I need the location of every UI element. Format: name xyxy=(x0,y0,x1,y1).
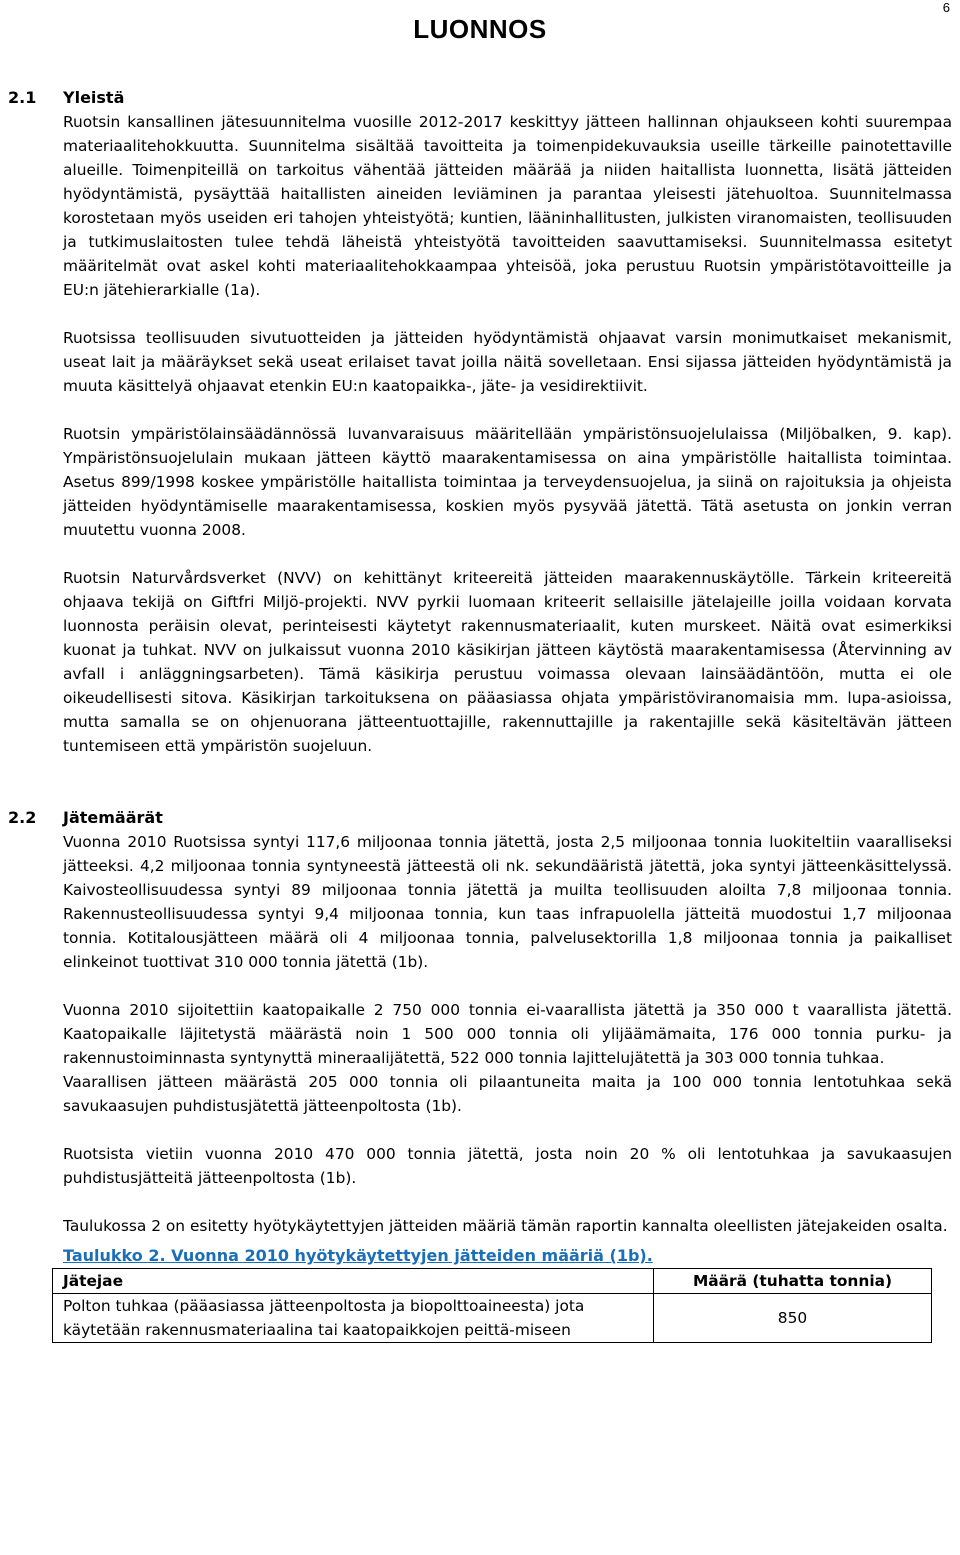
column-header-waste-type: Jätejae xyxy=(53,1269,654,1294)
section-heading-2-1 xyxy=(8,86,952,110)
paragraph: Taulukossa 2 on esitetty hyötykäytettyjen jätteiden määriä tämän raportin kannalta oleellisten jätejakeiden osalta. xyxy=(63,1217,948,1235)
section-number: 2.2 xyxy=(8,808,37,827)
paragraph: Ruotsin Naturvårdsverket (NVV) on kehittänyt kriteereitä jätteiden maarakennuskäytölle. Tärkein kriteereitä ohjaava tekijä on Giftfri Miljö-projekti. NVV pyrkii luomaan kriteerit sellaisille jätelajeille joilla voidaan korvata luonnosta peräisin olevat, perinteisesti käytetyt rakennusmateriaalit, kuten murskeet. Näitä ovat esimerkiksi kuonat ja tuhkat. NVV on julkaissut vuonna 2010 käsikirjan jätteen käytöstä maarakentamisessa (Återvinning av avfall i anläggningsarbeten). Tämä käsikirja perustuu voimassa olevaan lainsäädäntöön, mutta ei ole oikeudellisesti sitova. Käsikirjan tarkoituksena on pääasiassa ohjata ympäristöviranomaisia mm. lupa-asioissa, mutta samalla se on ohjenuorana jätteentuottajille, rakennuttajille ja rakentajille sekä käsiteltävän jätteen tuntemiseen että ympäristön suojeluun. xyxy=(63,569,952,755)
section-title: Yleistä xyxy=(63,88,125,107)
section-2-1-body xyxy=(63,110,952,758)
document-body xyxy=(8,86,952,1343)
paragraph: Ruotsin kansallinen jätesuunnitelma vuosille 2012-2017 keskittyy jätteen hallinnan ohjaukseen kohti suurempaa materiaalitehokkuutta. Suunnitelma sisältää tavoitteita ja toimenpidekuvauksia useille tärkeille painotettaville alueille. Toimenpiteillä on tarkoitus vähentää jätteiden määrää ja niiden haitallista luonnetta, lisätä jätteiden hyödyntämistä, pysäyttää haitallisten aineiden leviäminen ja parantaa yleisesti jätehuoltoa. Suunnitelmassa korostetaan myös useiden eri tahojen yhteistyötä; kuntien, lääninhallitusten, julkisten viranomaisten, teollisuuden ja tutkimuslaitosten tulee tehdä läheistä yhteistyötä tavoitteiden saavuttamiseksi. Suunnitelmassa esitetyt määritelmät ovat askel kohti materiaalitehokkaampaa yhteisöä, joka perustuu Ruotsin ympäristötavoitteille ja EU:n jätehierarkialle (1a). xyxy=(63,113,952,299)
amount-cell: 850 xyxy=(654,1294,932,1343)
draft-label: LUONNOS xyxy=(413,14,547,44)
table-header-row xyxy=(53,1269,932,1294)
section-heading-2-2 xyxy=(8,806,952,830)
page-number: 6 xyxy=(942,0,950,15)
section-2-2-body xyxy=(63,830,952,1343)
section-number: 2.1 xyxy=(8,88,37,107)
waste-type-cell: Polton tuhkaa (pääasiassa jätteenpoltosta ja biopolttoaineesta) jota käytetään rakennusmateriaalina tai kaatopaikkojen peittä-miseen xyxy=(53,1294,654,1343)
waste-amount-table xyxy=(52,1268,932,1343)
paragraph: Vuonna 2010 Ruotsissa syntyi 117,6 miljoonaa tonnia jätettä, josta 2,5 miljoonaa tonnia luokiteltiin vaaralliseksi jätteeksi. 4,2 miljoonaa tonnia syntyneestä jätteestä oli nk. sekundääristä jätettä, joka syntyi jätteenkäsittelyssä. Kaivosteollisuudessa syntyi 89 miljoonaa tonnia jätettä ja muilta teollisuuden aloilta 7,8 miljoonaa tonnia. Rakennusteollisuudessa syntyi 9,4 miljoonaa tonnia, kun taas infrapuolella jätteitä muodostui 1,7 miljoonaa tonnia. Kotitalousjätteen määrä oli 4 miljoonaa tonnia, palvelusektorilla 1,8 miljoonaa tonnia ja paikalliset elinkeinot tuottivat 310 000 tonnia jätettä (1b). xyxy=(63,833,952,971)
paragraph: Vaarallisen jätteen määrästä 205 000 tonnia oli pilaantuneita maita ja 100 000 tonnia lentotuhkaa sekä savukaasujen puhdistusjätettä jätteenpoltosta (1b). xyxy=(63,1073,952,1115)
table-row xyxy=(53,1294,932,1343)
column-header-amount: Määrä (tuhatta tonnia) xyxy=(654,1269,932,1294)
table-caption: Taulukko 2. Vuonna 2010 hyötykäytettyjen jätteiden määriä (1b). xyxy=(63,1246,653,1265)
paragraph: Ruotsissa teollisuuden sivutuotteiden ja jätteiden hyödyntämistä ohjaavat varsin monimutkaiset mekanismit, useat lait ja määräykset sekä useat erilaiset tavat joilla näitä sovelletaan. Ensi sijassa jätteiden hyödyntämistä ja muuta käsittelyä ohjaavat etenkin EU:n kaatopaikka-, jäte- ja vesidirektiivit. xyxy=(63,329,952,395)
paragraph: Ruotsista vietiin vuonna 2010 470 000 tonnia jätettä, josta noin 20 % oli lentotuhkaa ja savukaasujen puhdistusjätteitä jätteenpoltosta (1b). xyxy=(63,1145,952,1187)
section-title: Jätemäärät xyxy=(63,808,163,827)
paragraph: Ruotsin ympäristölainsäädännössä luvanvaraisuus määritellään ympäristönsuojelulaissa (Miljöbalken, 9. kap). Ympäristönsuojelulain mukaan jätteen käyttö maarakentamisessa on aina ympäristölle haitallista toimintaa. Asetus 899/1998 koskee ympäristölle haitallista toimintaa ja terveydensuojelua, ja siinä on rajoituksia ja ohjeista jätteiden hyödyntämiselle maarakentamisessa, koskien myös pysyvää jätettä. Tätä asetusta on jonkin verran muutettu vuonna 2008. xyxy=(63,425,952,539)
paragraph: Vuonna 2010 sijoitettiin kaatopaikalle 2 750 000 tonnia ei-vaarallista jätettä ja 350 000 t vaarallista jätettä. Kaatopaikalle läjitetystä määrästä noin 1 500 000 tonnia oli ylijäämämaita, 176 000 tonnia purku- ja rakennustoiminnasta syntynyttä mineraalijätettä, 522 000 tonnia lajittelujätettä ja 303 000 tonnia tuhkaa. xyxy=(63,1001,952,1067)
